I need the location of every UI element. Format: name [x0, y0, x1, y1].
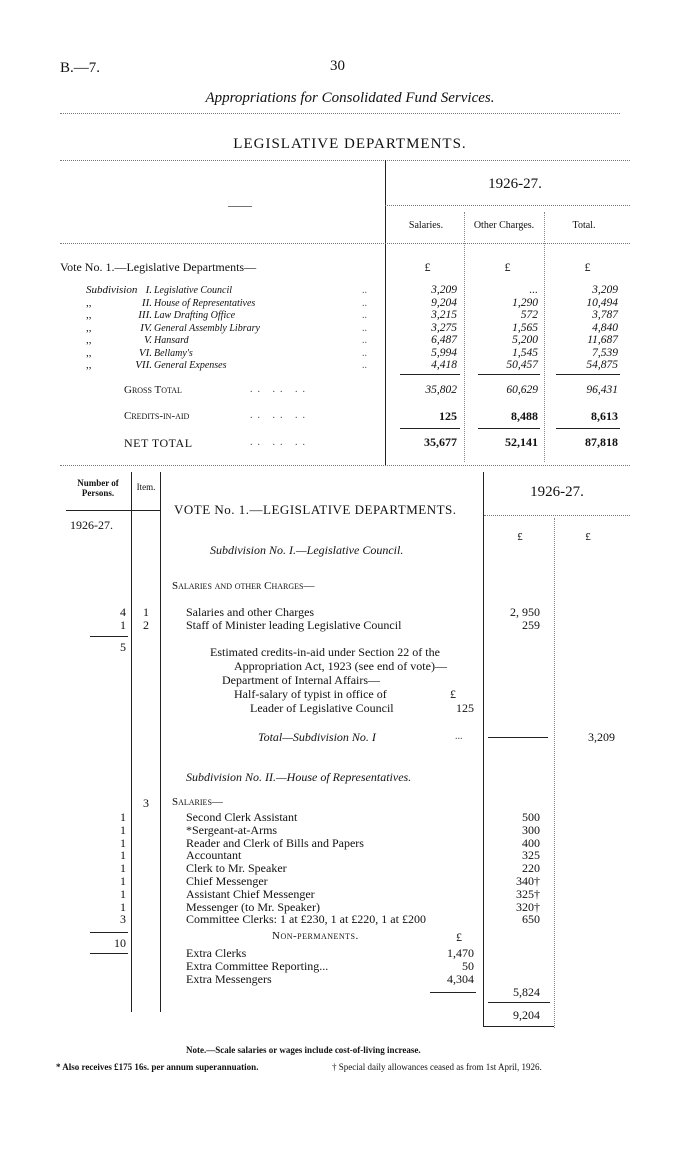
- salary-label: Assistant Chief Messenger: [186, 886, 315, 901]
- footnote-dagger: † Special daily allowances ceased as from 1st April, 1926.: [332, 1062, 542, 1072]
- salary-label: Committee Clerks: 1 at £230, 1 at £220, 1 at £200: [186, 912, 426, 927]
- col-number-of-persons: Number of Persons.: [77, 478, 119, 498]
- net-other: 52,141: [505, 435, 538, 449]
- sub2-persons-total: 10: [114, 936, 126, 950]
- detail-col-divider-a: [131, 472, 132, 1012]
- detail-col-divider-b: [160, 472, 161, 1012]
- detail-year-right: 1926-27.: [530, 484, 584, 500]
- row-other-charges: 5,200: [512, 334, 538, 346]
- gross-other: 60,629: [506, 384, 538, 396]
- row-leader: ..: [362, 297, 367, 309]
- credits-note-line2: Appropriation Act, 1923 (see end of vote)—: [234, 659, 447, 673]
- credits-label: Credits-in-aid: [124, 410, 190, 422]
- footnote-star: * Also receives £175 16s. per annum superannuation.: [56, 1062, 259, 1072]
- row-total: 10,494: [586, 296, 618, 309]
- detail-year-rule: [484, 515, 630, 516]
- row-total: 7,539: [592, 346, 618, 359]
- summary-bottom-rule: [60, 465, 630, 466]
- row-leader: ..: [362, 347, 367, 359]
- page-number: 30: [330, 58, 345, 74]
- nonperm-total: 5,824: [513, 985, 540, 999]
- subdivision-name: Bellamy's: [154, 347, 193, 359]
- persons-count: 1: [120, 810, 126, 824]
- grand-total-rule: [488, 1002, 550, 1003]
- charge-label: Staff of Minister leading Legislative Council: [186, 618, 402, 632]
- section-title: LEGISLATIVE DEPARTMENTS.: [233, 136, 467, 152]
- row-leader: ..: [362, 322, 367, 334]
- ditto-mark: ,,: [86, 309, 92, 321]
- credits-leader: .. .. ..: [250, 410, 310, 421]
- subdivision-name: General Expenses: [154, 360, 227, 371]
- detail-col-divider-d: [554, 518, 555, 1028]
- row-total: 4,840: [592, 321, 618, 334]
- ditto-mark: ,,: [86, 321, 92, 334]
- net-leader: .. .. ..: [250, 437, 310, 448]
- persons-count: 3: [120, 912, 126, 927]
- tot-sum-rule: [556, 374, 620, 375]
- nonperm-amount: 1,470: [447, 946, 474, 960]
- detail-currency-right: £: [585, 531, 591, 543]
- gross-leader: .. .. ..: [250, 384, 310, 395]
- subdivision-prefix: Subdivision: [86, 284, 138, 296]
- credits-note-currency: £: [450, 687, 456, 701]
- salary-amount: 500: [522, 810, 540, 824]
- ditto-mark: ,,: [86, 296, 92, 309]
- persons-count: 1: [120, 822, 126, 837]
- subdivision-name: Hansard: [154, 335, 189, 346]
- sub1-total-amount: 3,209: [588, 730, 615, 744]
- row-leader: ..: [362, 335, 367, 346]
- row-salaries: 6,487: [431, 334, 457, 346]
- col-header-rule: [66, 510, 160, 511]
- ditto-mark: ,,: [86, 346, 92, 359]
- salary-amount: 325: [522, 848, 540, 863]
- header-rule: [60, 113, 620, 114]
- sub1-persons-rule: [90, 636, 128, 637]
- ditto-mark: ,,: [86, 334, 92, 346]
- salary-label: Chief Messenger: [186, 874, 268, 888]
- vote-title: VOTE No. 1.—LEGISLATIVE DEPARTMENTS.: [174, 502, 457, 517]
- salary-amount: 325†: [516, 886, 540, 901]
- salary-label: Second Clerk Assistant: [186, 810, 298, 824]
- summary-dash: ——: [228, 198, 252, 212]
- charge-amount: 2, 950: [510, 605, 540, 619]
- ditto-mark: ,,: [86, 359, 92, 371]
- salary-label: Accountant: [186, 848, 242, 863]
- row-total: 11,687: [587, 334, 618, 346]
- net-salaries: 35,677: [424, 435, 457, 449]
- net-total-label: NET TOTAL: [124, 436, 193, 450]
- sal-sum-rule: [400, 374, 460, 375]
- sal-net-rule: [400, 428, 460, 429]
- persons-count: 1: [120, 874, 126, 888]
- subdivision-number: II.: [141, 296, 152, 309]
- sub2-persons-rule: [90, 932, 128, 933]
- grand-total-bottom-rule: [484, 1026, 554, 1027]
- sub1-total-label: Total—Subdivision No. I: [258, 730, 376, 744]
- subdivision-number: I.: [145, 284, 152, 296]
- credits-note-line5: Leader of Legislative Council: [250, 701, 394, 715]
- salary-label: *Sergeant-at-Arms: [186, 822, 278, 837]
- summary-year: 1926-27.: [488, 176, 542, 192]
- row-salaries: 9,204: [431, 296, 457, 309]
- row-leader: ..: [362, 285, 367, 296]
- row-other-charges: ...: [529, 284, 538, 296]
- nonperm-sum-rule: [430, 992, 476, 993]
- subdivision-name: Legislative Council: [154, 285, 233, 296]
- row-total: 3,209: [592, 284, 618, 296]
- oth-sum-rule: [478, 374, 540, 375]
- oth-net-rule: [478, 428, 540, 429]
- credits-total: 8,613: [591, 409, 618, 423]
- gross-total: 96,431: [586, 384, 618, 396]
- column-header-rule: [60, 243, 630, 244]
- row-total: 54,875: [586, 359, 618, 371]
- sub2-persons-rule-bottom: [90, 953, 128, 954]
- year-rule: [385, 205, 630, 206]
- total-currency: £: [584, 260, 591, 274]
- charge-amount: 259: [522, 618, 540, 632]
- other-currency: £: [504, 260, 511, 274]
- salary-amount: 340†: [516, 874, 540, 888]
- persons-count: 1: [120, 886, 126, 901]
- item-number: 1: [143, 605, 149, 619]
- row-salaries: 3,275: [431, 321, 457, 334]
- subdivision-number: VII.: [135, 359, 152, 371]
- net-total: 87,818: [585, 435, 618, 449]
- row-total: 3,787: [592, 309, 618, 321]
- subdivision-name: Law Drafting Office: [154, 310, 236, 321]
- sub1-title: Subdivision No. I.—Legislative Council.: [210, 543, 404, 557]
- salary-amount: 320†: [516, 899, 540, 914]
- item-number: 2: [143, 618, 149, 632]
- row-salaries: 4,418: [431, 359, 457, 371]
- summary-top-rule: [60, 160, 630, 161]
- credits-note-line1: Estimated credits-in-aid under Section 22 of the: [210, 645, 440, 659]
- gross-total-label: Gross Total: [124, 384, 182, 396]
- subdivision-number: V.: [143, 334, 152, 346]
- sub2-grand-total: 9,204: [513, 1008, 540, 1022]
- row-other-charges: 1,290: [512, 296, 538, 309]
- row-salaries: 3,215: [431, 309, 457, 321]
- row-other-charges: 1,545: [512, 346, 538, 359]
- salary-amount: 400: [522, 835, 540, 850]
- col-divider-1: [464, 212, 465, 462]
- persons-count: 4: [120, 605, 126, 619]
- sub2-item: 3: [143, 796, 149, 810]
- nonperm-currency: £: [456, 930, 462, 944]
- detail-currency-left: £: [517, 531, 523, 543]
- row-salaries: 5,994: [431, 346, 457, 359]
- detail-year-left: 1926-27.: [70, 518, 113, 532]
- nonperm-label: Extra Clerks: [186, 946, 247, 960]
- subdivision-number: IV.: [140, 321, 152, 334]
- nonperm-label: Extra Committee Reporting...: [186, 959, 329, 973]
- subdivision-name: General Assembly Library: [154, 322, 260, 334]
- running-title: Appropriations for Consolidated Fund Services.: [205, 90, 495, 106]
- sub1-total-dash: [488, 737, 548, 738]
- row-leader: ..: [362, 310, 367, 321]
- persons-count: 1: [120, 835, 126, 850]
- nonperm-amount: 50: [462, 959, 474, 973]
- credits-note-line4: Half-salary of typist in office of: [234, 687, 387, 701]
- col-item: Item.: [136, 482, 156, 492]
- sub1-heading: Salaries and other Charges—: [172, 580, 315, 592]
- nonperm-amount: 4,304: [447, 972, 474, 986]
- row-other-charges: 1,565: [512, 321, 538, 334]
- page-reference: B.—7.: [60, 60, 101, 76]
- sub1-total-leader: ...: [455, 731, 463, 742]
- credits-salaries: 125: [439, 409, 457, 423]
- row-leader: ..: [362, 360, 367, 371]
- gross-salaries: 35,802: [425, 384, 457, 396]
- nonperm-label: Extra Messengers: [186, 972, 272, 986]
- subdivision-number: III.: [138, 309, 152, 321]
- persons-count: 1: [120, 618, 126, 632]
- row-salaries: 3,209: [431, 284, 457, 296]
- charge-label: Salaries and other Charges: [186, 605, 315, 619]
- nonperm-heading: Non-permanents.: [272, 930, 359, 942]
- credits-note-amount: 125: [456, 701, 474, 715]
- salary-amount: 220: [522, 861, 540, 876]
- col-total: Total.: [572, 220, 596, 231]
- col-other-charges: Other Charges.: [473, 220, 535, 231]
- vote-label: Vote No. 1.—Legislative Departments—: [60, 260, 257, 274]
- sub2-heading: Salaries—: [172, 796, 223, 808]
- col-salaries: Salaries.: [408, 220, 444, 231]
- credits-other: 8,488: [511, 409, 538, 423]
- salary-amount: 300: [522, 822, 540, 837]
- credits-note-line3: Department of Internal Affairs—: [222, 673, 381, 687]
- col-divider-2: [544, 212, 545, 462]
- salaries-currency: £: [424, 260, 431, 274]
- footnote-note: Note.—Scale salaries or wages include cost-of-living increase.: [186, 1045, 421, 1055]
- subdivision-name: House of Representatives: [154, 297, 256, 309]
- persons-count: 1: [120, 899, 126, 914]
- detail-col-divider-c: [483, 472, 484, 1027]
- tot-net-rule: [556, 428, 620, 429]
- salary-label: Reader and Clerk of Bills and Papers: [186, 835, 364, 850]
- row-other-charges: 572: [520, 309, 538, 321]
- salary-label: Clerk to Mr. Speaker: [186, 861, 287, 876]
- sub2-title: Subdivision No. II.—House of Representatives.: [186, 770, 412, 784]
- persons-count: 1: [120, 848, 126, 863]
- row-other-charges: 50,457: [506, 359, 538, 371]
- subdivision-number: VI.: [138, 346, 152, 359]
- persons-count: 1: [120, 861, 126, 876]
- salary-label: Messenger (to Mr. Speaker): [186, 899, 320, 914]
- salary-amount: 650: [522, 912, 540, 927]
- sub1-persons-total: 5: [120, 640, 126, 654]
